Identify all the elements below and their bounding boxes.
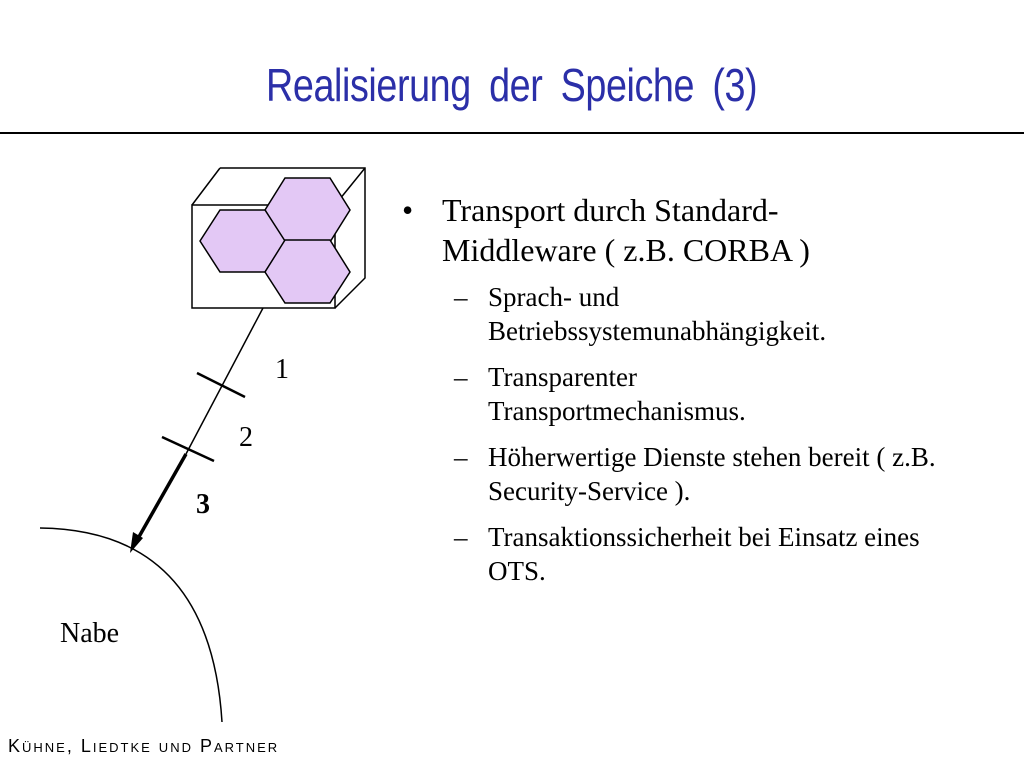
label-1: 1 bbox=[275, 354, 289, 385]
subbullet-item bbox=[454, 520, 1002, 588]
subbullet-text: Transaktionssicherheit bei Einsatz eines OTS. bbox=[488, 522, 920, 586]
label-2: 2 bbox=[239, 422, 253, 453]
tick-1 bbox=[197, 373, 245, 397]
bullet-list bbox=[402, 190, 1002, 600]
slide-title: Realisierung der Speiche (3) bbox=[266, 59, 758, 111]
bullet-item bbox=[402, 190, 1002, 270]
subbullet-text: Sprach- und Betriebssystemunabhängigkeit. bbox=[488, 282, 827, 346]
subbullet-item bbox=[454, 280, 1002, 348]
tick-2 bbox=[162, 437, 214, 461]
bullet-text: Transport durch Standard-Middleware ( z.B. CORBA ) bbox=[442, 192, 810, 268]
arrow-3 bbox=[136, 454, 186, 542]
label-hub: Nabe bbox=[60, 618, 120, 649]
subbullet-marker: – bbox=[454, 522, 468, 552]
subbullet-text: Höherwertige Dienste stehen bereit ( z.B. Security-Service ). bbox=[488, 442, 936, 506]
subbullet-marker: – bbox=[454, 362, 468, 392]
component-hexagons bbox=[200, 178, 350, 303]
subbullet-item bbox=[454, 440, 1002, 508]
footer-company: Kühne, Liedtke und Partner bbox=[8, 736, 280, 756]
label-3: 3 bbox=[196, 489, 210, 520]
subbullet-list bbox=[402, 280, 1002, 588]
subbullet-item bbox=[454, 360, 1002, 428]
subbullet-text: Transparenter Transportmechanismus. bbox=[488, 362, 746, 426]
bullet-marker: • bbox=[402, 192, 414, 228]
subbullet-marker: – bbox=[454, 282, 468, 312]
subbullet-marker: – bbox=[454, 442, 468, 472]
